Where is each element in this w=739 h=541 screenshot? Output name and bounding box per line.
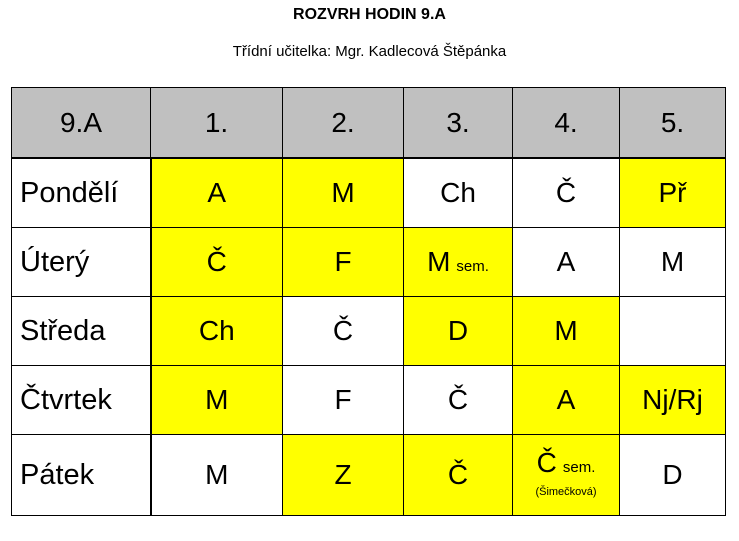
lesson-cell [620, 158, 726, 228]
lesson-subject: Př [658, 177, 687, 208]
lesson-content [535, 448, 596, 499]
lesson-subject: M [205, 384, 229, 415]
lesson-subject: Č [206, 246, 227, 277]
day-label: Pátek [12, 435, 151, 516]
lesson-subject: A [207, 177, 227, 208]
day-row [12, 366, 726, 435]
day-row [12, 228, 726, 297]
lesson-subject: M [427, 246, 451, 277]
day-label: Pondělí [12, 158, 151, 228]
lesson-cell [620, 435, 726, 516]
lesson-cell [283, 228, 404, 297]
lesson-subject: M [205, 459, 229, 490]
lesson-note: sem. [456, 258, 489, 275]
period-header-cell: 5. [620, 88, 726, 159]
lesson-subject: A [556, 384, 576, 415]
lesson-cell [513, 435, 620, 516]
lesson-cell [404, 297, 513, 366]
lesson-subject: D [662, 459, 683, 490]
lesson-subject: M [660, 246, 685, 277]
lesson-note: sem. [562, 458, 596, 476]
lesson-cell [620, 228, 726, 297]
lesson-cell [151, 366, 283, 435]
lesson-subject: M [331, 177, 355, 208]
lesson-cell [513, 366, 620, 435]
lesson-subject: F [334, 384, 352, 415]
lesson-subject: Č [536, 446, 557, 478]
lesson-cell [283, 435, 404, 516]
lesson-cell [283, 366, 404, 435]
lesson-cell [513, 297, 620, 366]
lesson-subject: Ch [198, 315, 235, 346]
lesson-cell [404, 158, 513, 228]
lesson-cell [513, 228, 620, 297]
lesson-teacher-note: (Šimečková) [535, 486, 597, 499]
period-header-cell: 3. [404, 88, 513, 159]
day-label: Čtvrtek [12, 366, 151, 435]
lesson-cell [513, 158, 620, 228]
lesson-subject: Č [447, 384, 469, 415]
period-header-cell: 4. [513, 88, 620, 159]
lesson-subject: A [556, 246, 576, 277]
lesson-cell [404, 435, 513, 516]
lesson-subject: Č [555, 177, 577, 208]
lesson-cell [151, 435, 283, 516]
lesson-cell [404, 366, 513, 435]
lesson-subject: D [447, 315, 469, 346]
day-row [12, 297, 726, 366]
lesson-cell [151, 158, 283, 228]
page-title: ROZVRH HODIN 9.A [293, 6, 446, 23]
lesson-line [537, 447, 596, 478]
class-teacher-line: Třídní učitelka: Mgr. Kadlecová Štěpánka [232, 43, 507, 60]
lesson-subject: Č [332, 315, 354, 346]
lesson-subject: F [334, 246, 352, 277]
header-row [12, 88, 726, 159]
lesson-cell [620, 366, 726, 435]
lesson-subject: Č [447, 459, 469, 490]
day-row [12, 435, 726, 516]
lesson-cell [151, 297, 283, 366]
period-header-cell: 1. [151, 88, 283, 159]
lesson-cell [151, 228, 283, 297]
lesson-cell [404, 228, 513, 297]
day-row [12, 158, 726, 228]
lesson-subject: Nj/Rj [642, 384, 703, 415]
lesson-subject: Ch [440, 177, 476, 208]
day-label: Úterý [12, 228, 151, 297]
class-header-cell: 9.A [12, 88, 151, 159]
day-label: Středa [12, 297, 151, 366]
timetable-body [12, 88, 726, 516]
lesson-subject: Z [334, 459, 352, 490]
lesson-cell [283, 297, 404, 366]
lesson-cell [283, 158, 404, 228]
period-header-cell: 2. [283, 88, 404, 159]
lesson-subject: M [554, 315, 578, 346]
lesson-cell [620, 297, 726, 366]
timetable [11, 87, 726, 516]
